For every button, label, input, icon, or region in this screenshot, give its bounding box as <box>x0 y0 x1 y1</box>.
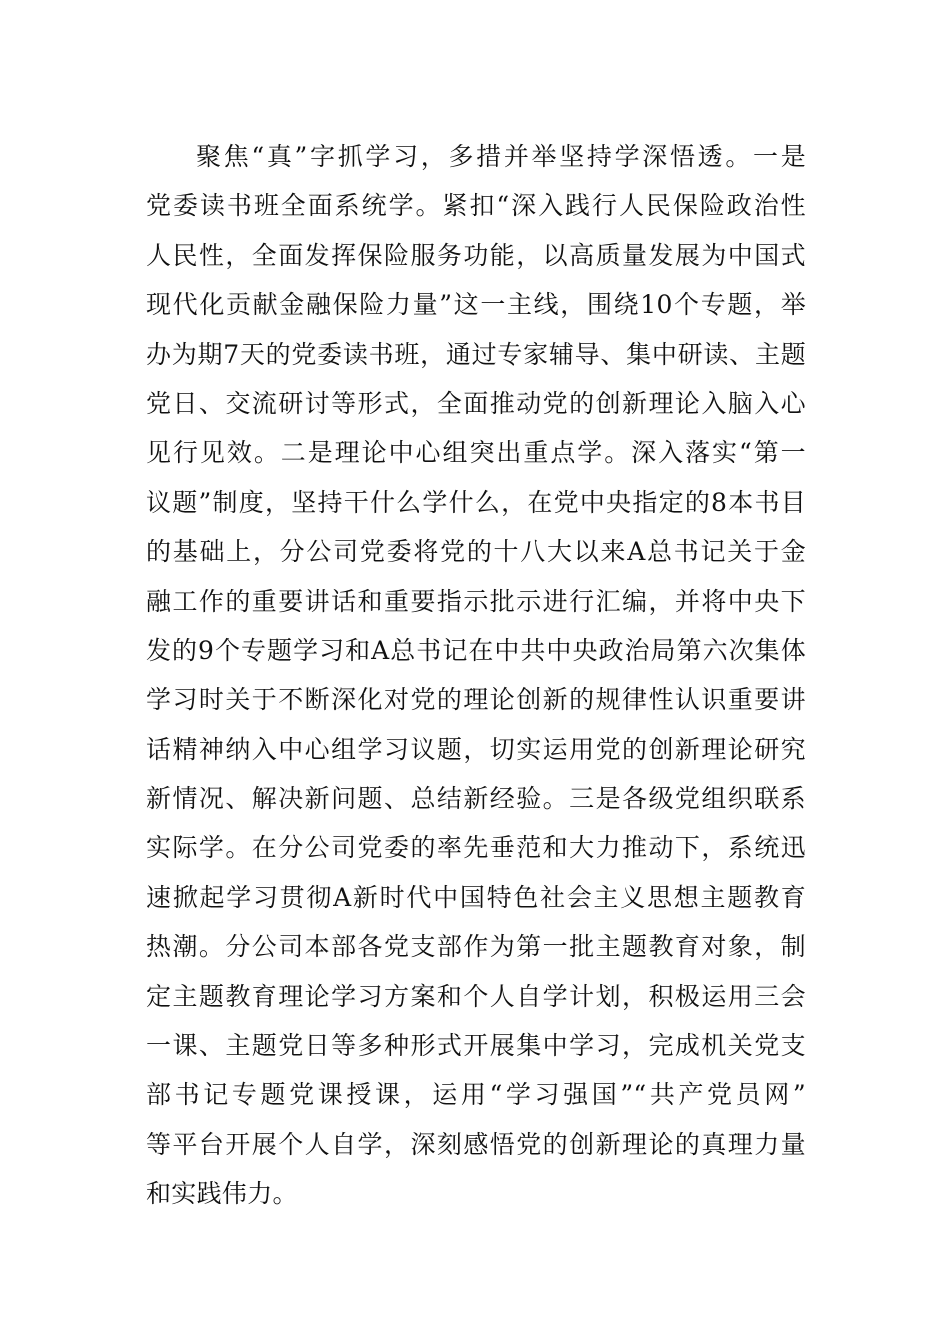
paragraph-line: 新情况、解决新问题、总结新经验。三是各级党组织联系 <box>146 784 806 814</box>
paragraph-line: 的基础上，分公司党委将党的十八大以来A总书记关于金 <box>146 537 806 567</box>
paragraph-line: 定主题教育理论学习方案和个人自学计划，积极运用三会 <box>146 981 806 1011</box>
paragraph-line: 和实践伟力。 <box>146 1179 298 1209</box>
paragraph-line: 话精神纳入中心组学习议题，切实运用党的创新理论研究 <box>146 734 806 764</box>
paragraph-line: 速掀起学习贯彻A新时代中国特色社会主义思想主题教育 <box>146 882 806 912</box>
paragraph-line: 见行见效。二是理论中心组突出重点学。深入落实“第一 <box>146 438 806 468</box>
paragraph-line: 等平台开展个人自学，深刻感悟党的创新理论的真理力量 <box>146 1129 806 1159</box>
paragraph-line: 热潮。分公司本部各党支部作为第一批主题教育对象，制 <box>146 932 806 962</box>
paragraph-line: 部书记专题党课授课，运用“学习强国”“共产党员网” <box>146 1080 806 1110</box>
paragraph-line: 人民性，全面发挥保险服务功能，以高质量发展为中国式 <box>146 240 806 270</box>
paragraph-line: 议题”制度，坚持干什么学什么，在党中央指定的8本书目 <box>146 487 806 517</box>
body-paragraph <box>146 132 806 1219</box>
paragraph-line: 现代化贡献金融保险力量”这一主线，围绕10个专题，举 <box>146 290 806 320</box>
paragraph-line: 发的9个专题学习和A总书记在中共中央政治局第六次集体 <box>146 635 806 665</box>
paragraph-line: 党委读书班全面系统学。紧扣“深入践行人民保险政治性 <box>146 191 806 221</box>
paragraph-line: 一课、主题党日等多种形式开展集中学习，完成机关党支 <box>146 1031 806 1061</box>
paragraph-line: 实际学。在分公司党委的率先垂范和大力推动下，系统迅 <box>146 833 806 863</box>
paragraph-line: 融工作的重要讲话和重要指示批示进行汇编，并将中央下 <box>146 586 806 616</box>
paragraph-line: 党日、交流研讨等形式，全面推动党的创新理论入脑入心 <box>146 388 806 418</box>
paragraph-line: 学习时关于不断深化对党的理论创新的规律性认识重要讲 <box>146 685 806 715</box>
paragraph-line: 聚焦“真”字抓学习，多措并举坚持学深悟透。一是 <box>196 142 806 171</box>
paragraph-line: 办为期7天的党委读书班，通过专家辅导、集中研读、主题 <box>146 339 806 369</box>
